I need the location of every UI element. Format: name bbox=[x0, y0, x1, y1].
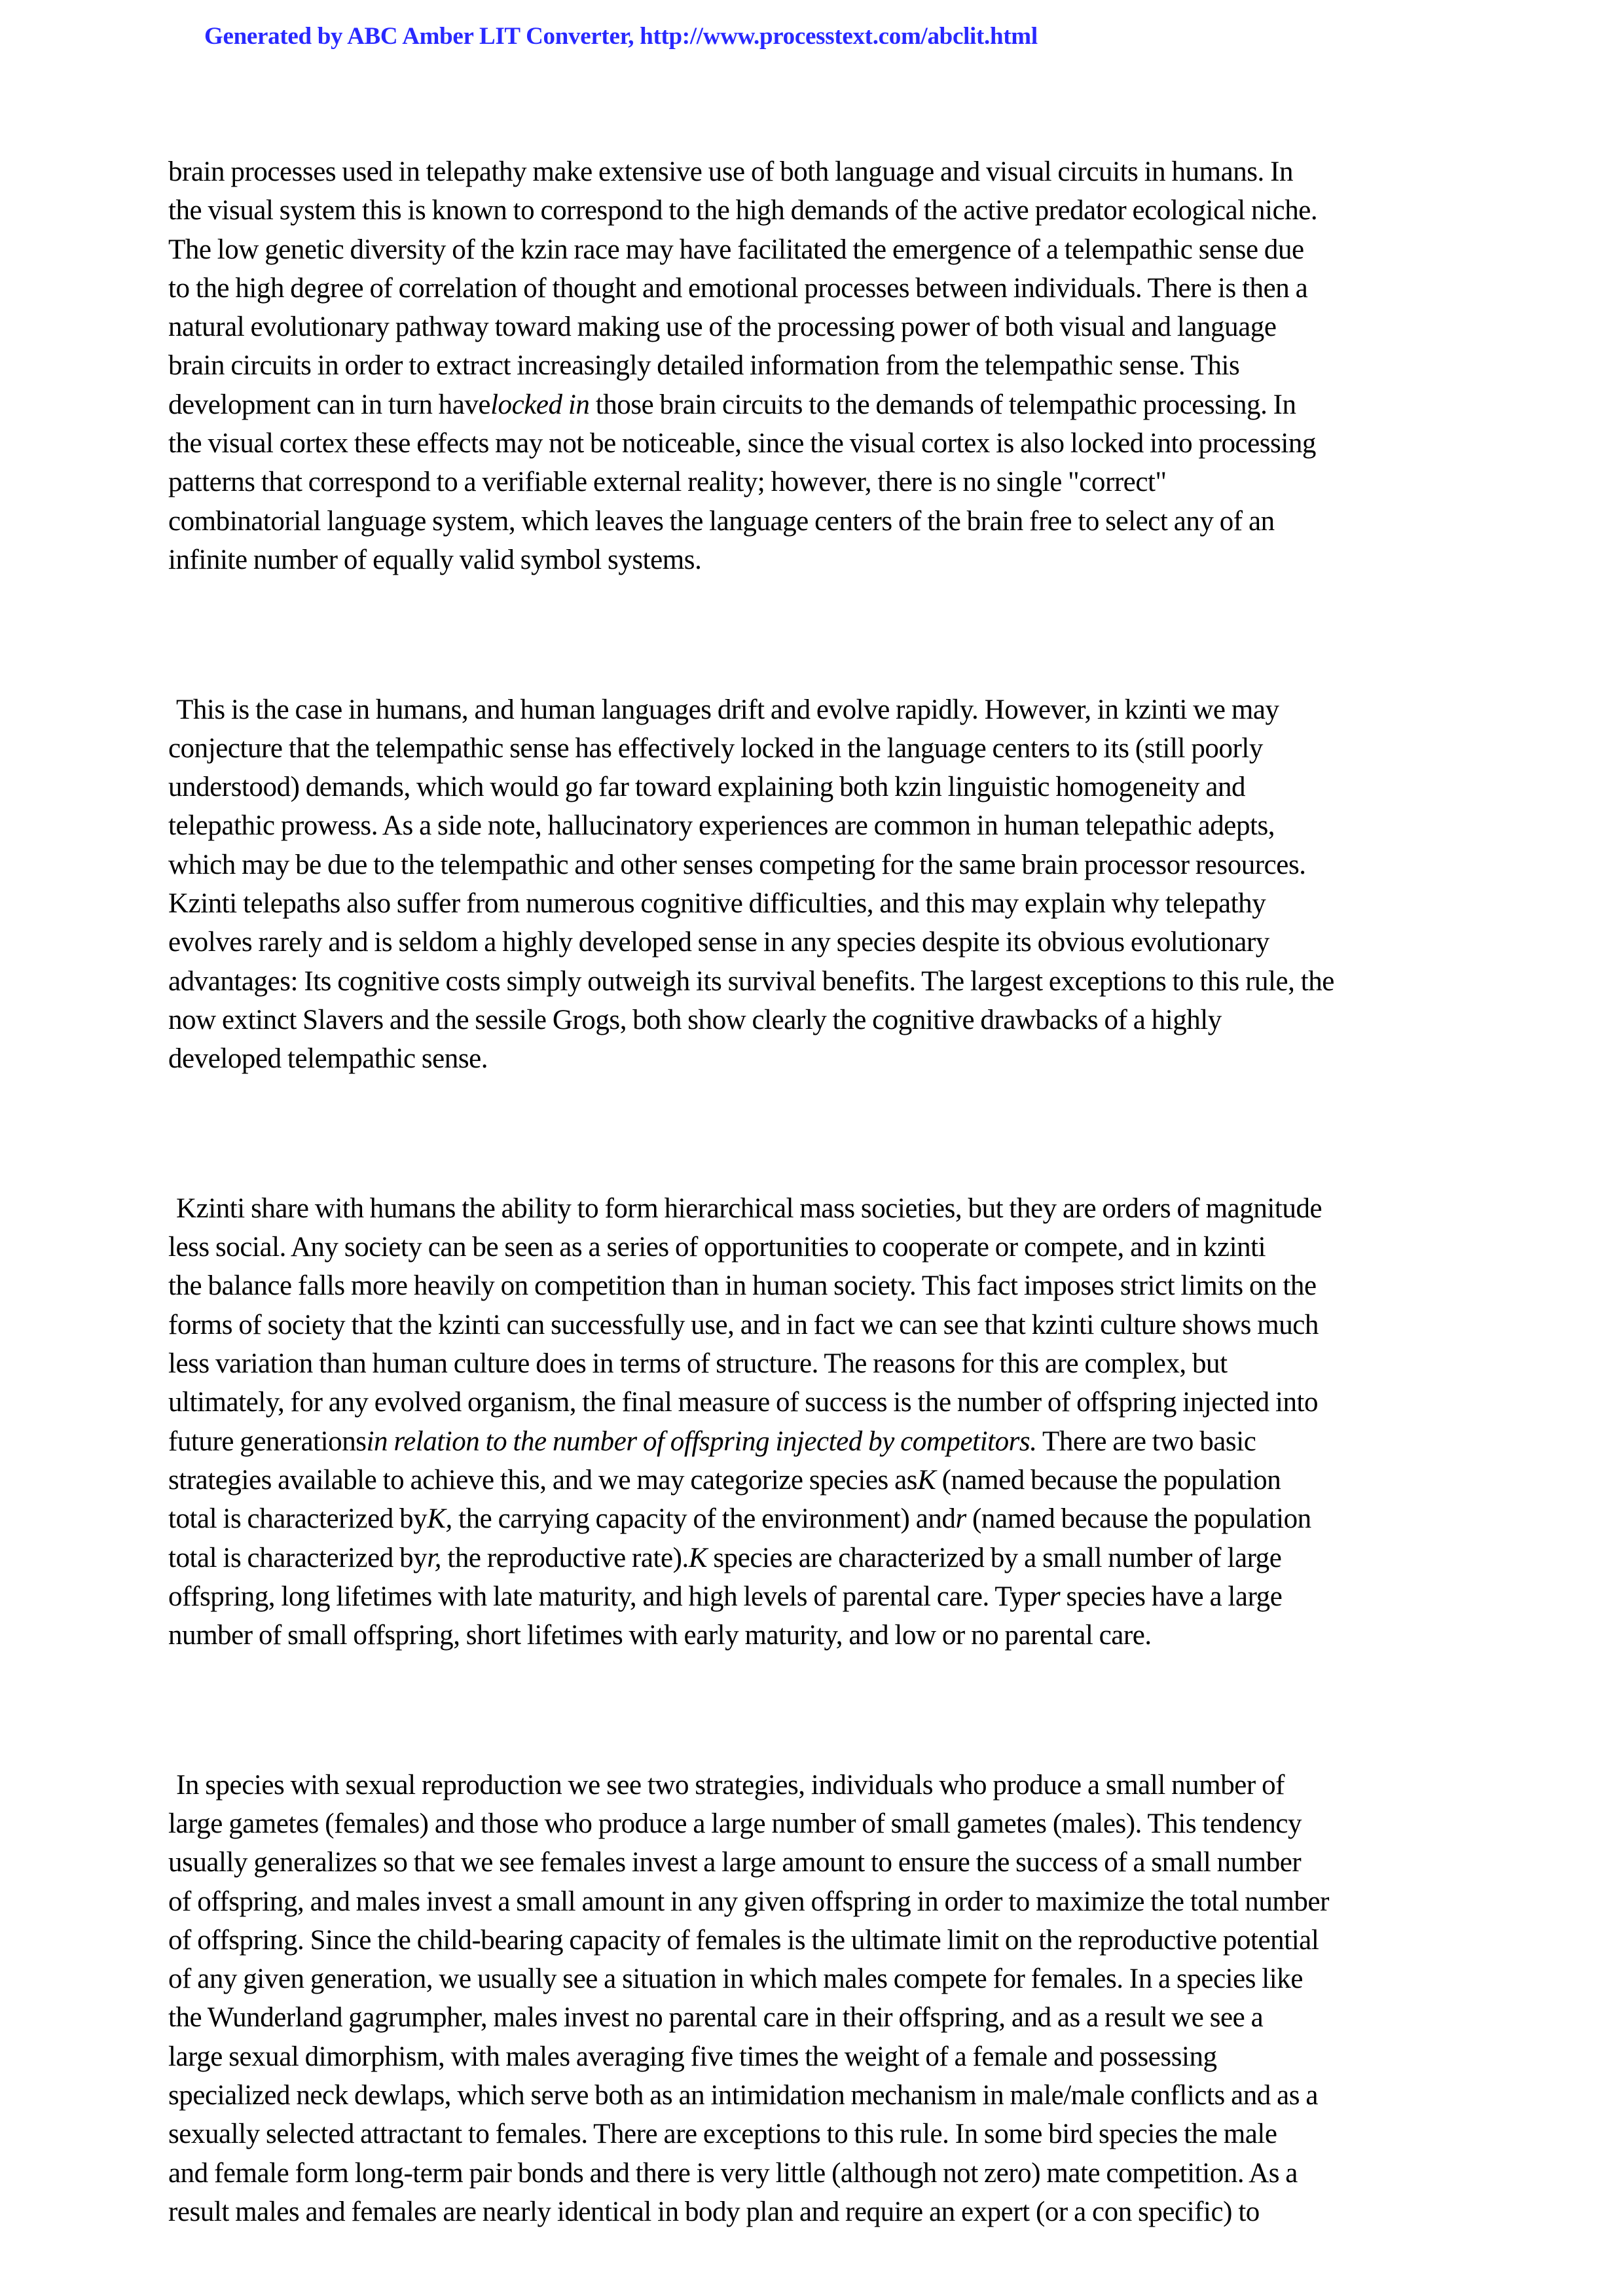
text-line: telepathic prowess. As a side note, hallucinatory experiences are common in human telepathic adepts, bbox=[168, 810, 1275, 842]
text-line: In species with sexual reproduction we see two strategies, individuals who produce a small number of bbox=[176, 1769, 1285, 1801]
text-line: evolves rarely and is seldom a highly developed sense in any species despite its obvious evolutionary bbox=[168, 927, 1269, 958]
text-line: developed telempathic sense. bbox=[168, 1043, 488, 1075]
text-line: less variation than human culture does in terms of structure. The reasons for this are complex, but bbox=[168, 1348, 1228, 1380]
paragraph-gap bbox=[168, 1655, 1478, 1727]
text-line: specialized neck dewlaps, which serve both as an intimidation mechanism in male/male conflicts and as a bbox=[168, 2080, 1319, 2111]
text-segment: total is characterized by bbox=[168, 1503, 428, 1535]
text-line: Kzinti telepaths also suffer from numerous cognitive difficulties, and this may explain why telepathy bbox=[168, 888, 1266, 920]
text-line: to the high degree of correlation of thought and emotional processes between individuals. There is then a bbox=[168, 272, 1308, 304]
text-line bbox=[168, 1499, 1478, 1538]
paragraph-2 bbox=[168, 651, 1478, 1078]
paragraph-4 bbox=[168, 1727, 1478, 2231]
text-line bbox=[168, 386, 1478, 424]
text-segment: (named because the population bbox=[936, 1464, 1281, 1496]
text-line: the balance falls more heavily on competition than in human society. This fact imposes strict limits on the bbox=[168, 1270, 1317, 1302]
text-segment: (named because the population bbox=[966, 1503, 1311, 1535]
text-segment: development can in turn have bbox=[168, 389, 491, 420]
text-line: of offspring, and males invest a small amount in any given offspring in order to maximize the total number bbox=[168, 1886, 1329, 1917]
text-line: advantages: Its cognitive costs simply outweigh its survival benefits. The largest exceptions to this rule, the bbox=[168, 965, 1334, 997]
text-line: of any given generation, we usually see a situation in which males compete for females. In a species like bbox=[168, 1964, 1303, 1995]
text-line bbox=[168, 1539, 1478, 1577]
text-segment: offspring, long lifetimes with late maturity, and high levels of parental care. Type bbox=[168, 1581, 1049, 1612]
text-line: combinatorial language system, which leaves the language centers of the brain free to select any of an bbox=[168, 505, 1275, 537]
text-segment: There are two basic bbox=[1036, 1426, 1256, 1457]
text-line: brain processes used in telepathy make extensive use of both language and visual circuits in humans. In bbox=[168, 156, 1294, 187]
text-segment: those brain circuits to the demands of telempathic processing. In bbox=[589, 389, 1296, 420]
text-line: understood) demands, which would go far toward explaining both kzin linguistic homogeneity and bbox=[168, 772, 1246, 803]
text-segment: strategies available to achieve this, and we may categorize species as bbox=[168, 1464, 918, 1496]
text-line: ultimately, for any evolved organism, the final measure of success is the number of offspring injected into bbox=[168, 1387, 1319, 1418]
text-line: large sexual dimorphism, with males averaging five times the weight of a female and possessing bbox=[168, 2041, 1217, 2072]
italic-segment: K bbox=[688, 1542, 708, 1573]
text-segment: the carrying capacity of the environment) and bbox=[452, 1503, 956, 1535]
paragraph-3 bbox=[168, 1151, 1478, 1655]
text-segment: the reproductive rate). bbox=[441, 1542, 689, 1573]
paragraph-1 bbox=[168, 152, 1478, 579]
text-line: infinite number of equally valid symbol systems. bbox=[168, 544, 702, 575]
text-line: sexually selected attractant to females. There are exceptions to this rule. In some bird species the male bbox=[168, 2119, 1277, 2150]
text-line: patterns that correspond to a verifiable external reality; however, there is no single "correct" bbox=[168, 467, 1167, 498]
italic-segment: r, bbox=[427, 1542, 442, 1573]
paragraph-gap bbox=[168, 579, 1478, 651]
text-line: the visual cortex these effects may not be noticeable, since the visual cortex is also locked into processing bbox=[168, 428, 1316, 459]
text-line: usually generalizes so that we see females invest a large amount to ensure the success of a small number bbox=[168, 1847, 1302, 1878]
text-line: the Wunderland gagrumpher, males invest no parental care in their offspring, and as a result we see a bbox=[168, 2002, 1264, 2034]
paragraph-gap bbox=[168, 1079, 1478, 1151]
italic-segment: r bbox=[1049, 1581, 1061, 1612]
converter-header: Generated by ABC Amber LIT Converter, http://www.processtext.com/abclit.html bbox=[204, 23, 1038, 50]
text-line: number of small offspring, short lifetimes with early maturity, and low or no parental care. bbox=[168, 1620, 1152, 1651]
italic-segment: locked in bbox=[490, 389, 590, 420]
text-line: now extinct Slavers and the sessile Grogs, both show clearly the cognitive drawbacks of a highly bbox=[168, 1004, 1222, 1035]
text-segment: future generations bbox=[168, 1426, 367, 1457]
document-body bbox=[168, 152, 1478, 2231]
text-line: which may be due to the telempathic and other senses competing for the same brain processor resources. bbox=[168, 849, 1306, 880]
text-segment: species are characterized by a small number of large bbox=[707, 1542, 1282, 1573]
text-line bbox=[168, 1461, 1478, 1499]
text-line: result males and females are nearly identical in body plan and require an expert (or a con specific) to bbox=[168, 2196, 1260, 2227]
italic-segment: K bbox=[917, 1464, 936, 1496]
text-line: Kzinti share with humans the ability to form hierarchical mass societies, but they are orders of magnitude bbox=[176, 1193, 1322, 1224]
text-segment: total is characterized by bbox=[168, 1542, 428, 1573]
text-line: large gametes (females) and those who produce a large number of small gametes (males). This tendency bbox=[168, 1808, 1302, 1839]
text-line: and female form long-term pair bonds and there is very little (although not zero) mate competition. As a bbox=[168, 2157, 1298, 2189]
text-line bbox=[168, 1577, 1478, 1616]
text-line: of offspring. Since the child-bearing capacity of females is the ultimate limit on the reproductive potential bbox=[168, 1924, 1319, 1956]
text-line bbox=[168, 1422, 1478, 1461]
italic-segment: r bbox=[955, 1503, 966, 1535]
text-line: This is the case in humans, and human languages drift and evolve rapidly. However, in kzinti we may bbox=[176, 694, 1279, 725]
text-line: The low genetic diversity of the kzin race may have facilitated the emergence of a telempathic sense due bbox=[168, 234, 1304, 265]
text-line: conjecture that the telempathic sense has effectively locked in the language centers to its (still poorly bbox=[168, 732, 1263, 764]
text-segment: species have a large bbox=[1060, 1581, 1283, 1612]
text-line: forms of society that the kzinti can successfully use, and in fact we can see that kzinti culture shows much bbox=[168, 1309, 1319, 1340]
italic-segment: K, bbox=[427, 1503, 452, 1535]
text-line: natural evolutionary pathway toward making use of the processing power of both visual and language bbox=[168, 312, 1277, 343]
text-line: the visual system this is known to correspond to the high demands of the active predator ecological niche. bbox=[168, 195, 1318, 226]
italic-segment: in relation to the number of offspring injected by competitors. bbox=[366, 1426, 1037, 1457]
text-line: brain circuits in order to extract increasingly detailed information from the telempathic sense. This bbox=[168, 350, 1240, 382]
text-line: less social. Any society can be seen as a series of opportunities to cooperate or compete, and in kzinti bbox=[168, 1232, 1266, 1263]
